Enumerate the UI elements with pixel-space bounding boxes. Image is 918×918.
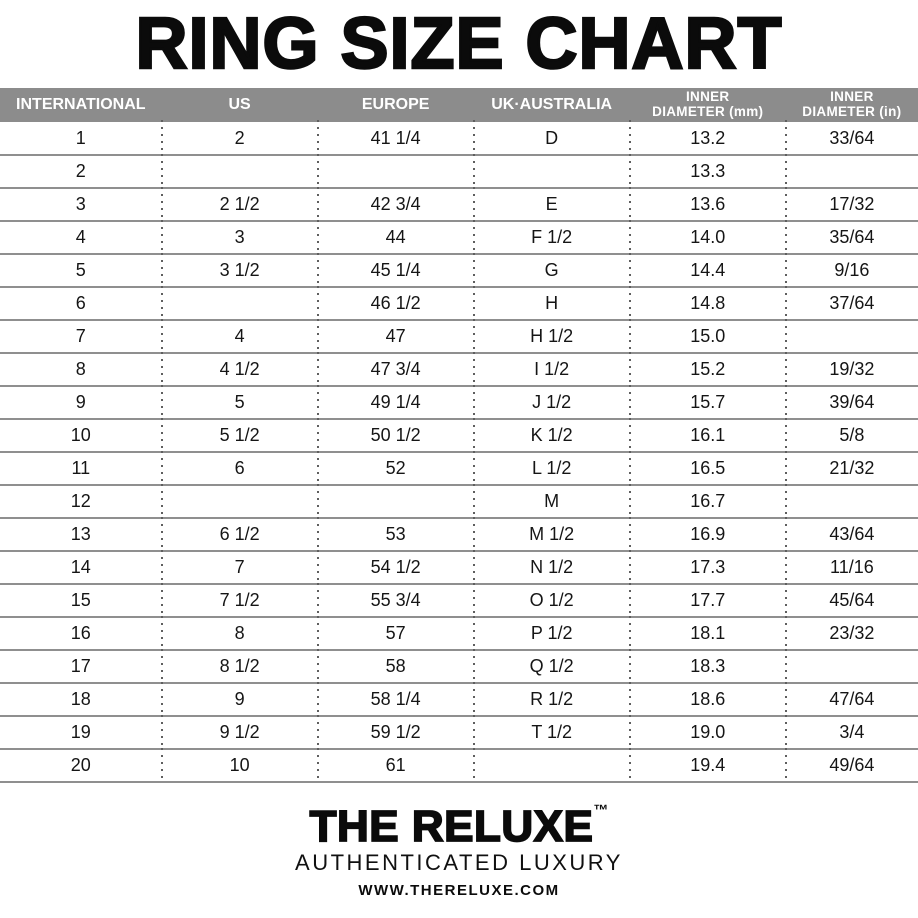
cell-inner-diameter-in: 43/64 (786, 518, 918, 551)
cell-uk-australia (474, 749, 630, 782)
cell-uk-australia: G (474, 254, 630, 287)
column-header-label: EUROPE (361, 95, 430, 113)
table-row (0, 287, 918, 320)
cell-inner-diameter-mm: 18.3 (630, 650, 786, 683)
cell-inner-diameter-in: 47/64 (786, 683, 918, 716)
cell-us (162, 485, 318, 518)
cell-europe: 59 1/2 (318, 716, 474, 749)
column-header-uk-australia (474, 88, 630, 122)
cell-us: 8 1/2 (162, 650, 318, 683)
column-header-europe (318, 88, 474, 122)
table-row (0, 221, 918, 254)
cell-us: 4 (162, 320, 318, 353)
cell-inner-diameter-in: 45/64 (786, 584, 918, 617)
cell-uk-australia: H 1/2 (474, 320, 630, 353)
column-header-international (0, 88, 162, 122)
table-header-row (0, 88, 918, 122)
cell-inner-diameter-mm: 15.2 (630, 353, 786, 386)
cell-inner-diameter-in: 33/64 (786, 122, 918, 155)
cell-us: 9 (162, 683, 318, 716)
cell-us: 2 (162, 122, 318, 155)
table-row (0, 254, 918, 287)
cell-inner-diameter-in: 9/16 (786, 254, 918, 287)
table-row (0, 650, 918, 683)
cell-international: 14 (0, 551, 162, 584)
cell-inner-diameter-in: 17/32 (786, 188, 918, 221)
cell-us: 5 (162, 386, 318, 419)
cell-uk-australia: L 1/2 (474, 452, 630, 485)
cell-uk-australia: E (474, 188, 630, 221)
cell-inner-diameter-in: 11/16 (786, 551, 918, 584)
ring-size-table (0, 88, 918, 783)
table-row (0, 353, 918, 386)
cell-inner-diameter-in: 21/32 (786, 452, 918, 485)
cell-us: 10 (162, 749, 318, 782)
cell-inner-diameter-in (786, 155, 918, 188)
cell-inner-diameter-mm: 16.1 (630, 419, 786, 452)
table-row (0, 617, 918, 650)
column-header-inner-diameter-in: INNER DIAMETER (in) (786, 88, 918, 122)
table-header (0, 88, 918, 122)
cell-europe: 52 (318, 452, 474, 485)
cell-us: 5 1/2 (162, 419, 318, 452)
cell-europe: 57 (318, 617, 474, 650)
brand-tagline: AUTHENTICATED LUXURY (295, 849, 623, 875)
cell-europe: 49 1/4 (318, 386, 474, 419)
cell-uk-australia: J 1/2 (474, 386, 630, 419)
table-row (0, 320, 918, 353)
cell-international: 16 (0, 617, 162, 650)
cell-uk-australia (474, 155, 630, 188)
cell-inner-diameter-mm: 13.6 (630, 188, 786, 221)
cell-uk-australia: F 1/2 (474, 221, 630, 254)
cell-inner-diameter-mm: 14.8 (630, 287, 786, 320)
cell-us: 7 1/2 (162, 584, 318, 617)
cell-europe: 45 1/4 (318, 254, 474, 287)
table-row (0, 419, 918, 452)
cell-us: 2 1/2 (162, 188, 318, 221)
cell-international: 20 (0, 749, 162, 782)
cell-international: 11 (0, 452, 162, 485)
cell-inner-diameter-mm: 16.5 (630, 452, 786, 485)
cell-international: 2 (0, 155, 162, 188)
cell-international: 10 (0, 419, 162, 452)
cell-us (162, 287, 318, 320)
cell-inner-diameter-in: 35/64 (786, 221, 918, 254)
table-row (0, 749, 918, 782)
cell-europe: 47 3/4 (318, 353, 474, 386)
cell-international: 9 (0, 386, 162, 419)
footer (0, 783, 918, 918)
cell-inner-diameter-mm: 13.2 (630, 122, 786, 155)
column-header-inner-diameter-mm: INNER DIAMETER (mm) (630, 88, 786, 122)
table-row (0, 188, 918, 221)
column-header-us (162, 88, 318, 122)
cell-inner-diameter-in: 49/64 (786, 749, 918, 782)
cell-uk-australia: Q 1/2 (474, 650, 630, 683)
table-row (0, 518, 918, 551)
cell-international: 5 (0, 254, 162, 287)
cell-inner-diameter-in: 39/64 (786, 386, 918, 419)
cell-inner-diameter-mm: 17.7 (630, 584, 786, 617)
column-header-label: INTERNATIONAL (16, 95, 146, 113)
cell-uk-australia: R 1/2 (474, 683, 630, 716)
table-body (0, 122, 918, 782)
cell-us: 9 1/2 (162, 716, 318, 749)
cell-us: 3 (162, 221, 318, 254)
cell-europe: 53 (318, 518, 474, 551)
table-row (0, 716, 918, 749)
table-row (0, 584, 918, 617)
cell-international: 18 (0, 683, 162, 716)
cell-inner-diameter-in: 3/4 (786, 716, 918, 749)
cell-europe: 50 1/2 (318, 419, 474, 452)
cell-uk-australia: N 1/2 (474, 551, 630, 584)
cell-inner-diameter-in (786, 650, 918, 683)
title-wrap (0, 0, 918, 88)
table-row (0, 452, 918, 485)
cell-europe: 54 1/2 (318, 551, 474, 584)
cell-us: 7 (162, 551, 318, 584)
column-header-label: UK·AUSTRALIA (491, 95, 613, 113)
cell-europe (318, 485, 474, 518)
cell-uk-australia: I 1/2 (474, 353, 630, 386)
cell-uk-australia: M (474, 485, 630, 518)
cell-europe: 46 1/2 (318, 287, 474, 320)
cell-europe: 58 1/4 (318, 683, 474, 716)
cell-uk-australia: M 1/2 (474, 518, 630, 551)
cell-us (162, 155, 318, 188)
cell-inner-diameter-in (786, 320, 918, 353)
cell-international: 4 (0, 221, 162, 254)
cell-inner-diameter-mm: 14.4 (630, 254, 786, 287)
cell-europe: 47 (318, 320, 474, 353)
cell-inner-diameter-mm: 16.7 (630, 485, 786, 518)
cell-europe: 61 (318, 749, 474, 782)
cell-inner-diameter-mm: 14.0 (630, 221, 786, 254)
brand-logo (309, 801, 609, 851)
cell-inner-diameter-in: 37/64 (786, 287, 918, 320)
cell-europe: 55 3/4 (318, 584, 474, 617)
cell-international: 7 (0, 320, 162, 353)
cell-international: 1 (0, 122, 162, 155)
cell-us: 3 1/2 (162, 254, 318, 287)
column-header-label: INNER (685, 88, 730, 104)
table-row (0, 386, 918, 419)
cell-us: 8 (162, 617, 318, 650)
cell-europe: 44 (318, 221, 474, 254)
page-title: RING SIZE CHART (135, 4, 783, 84)
cell-inner-diameter-in: 23/32 (786, 617, 918, 650)
cell-uk-australia: T 1/2 (474, 716, 630, 749)
cell-international: 3 (0, 188, 162, 221)
cell-uk-australia: O 1/2 (474, 584, 630, 617)
cell-uk-australia: K 1/2 (474, 419, 630, 452)
table-row (0, 683, 918, 716)
cell-inner-diameter-in: 5/8 (786, 419, 918, 452)
cell-inner-diameter-mm: 18.1 (630, 617, 786, 650)
table-row (0, 485, 918, 518)
cell-international: 19 (0, 716, 162, 749)
cell-international: 8 (0, 353, 162, 386)
cell-us: 6 (162, 452, 318, 485)
cell-inner-diameter-mm: 16.9 (630, 518, 786, 551)
cell-inner-diameter-mm: 15.0 (630, 320, 786, 353)
cell-international: 13 (0, 518, 162, 551)
table-row (0, 122, 918, 155)
cell-uk-australia: H (474, 287, 630, 320)
trademark-symbol: ™ (593, 801, 609, 819)
cell-inner-diameter-mm: 19.4 (630, 749, 786, 782)
cell-inner-diameter-in (786, 485, 918, 518)
cell-inner-diameter-mm: 17.3 (630, 551, 786, 584)
cell-inner-diameter-mm: 18.6 (630, 683, 786, 716)
cell-uk-australia: P 1/2 (474, 617, 630, 650)
cell-international: 17 (0, 650, 162, 683)
brand-website: WWW.THERELUXE.COM (358, 881, 560, 899)
cell-europe: 42 3/4 (318, 188, 474, 221)
column-header-label: INNER (830, 88, 874, 104)
cell-us: 4 1/2 (162, 353, 318, 386)
cell-international: 6 (0, 287, 162, 320)
cell-inner-diameter-mm: 15.7 (630, 386, 786, 419)
cell-international: 15 (0, 584, 162, 617)
cell-europe: 41 1/4 (318, 122, 474, 155)
table-row (0, 155, 918, 188)
cell-inner-diameter-mm: 13.3 (630, 155, 786, 188)
cell-us: 6 1/2 (162, 518, 318, 551)
column-header-label: US (228, 95, 251, 113)
table-row (0, 551, 918, 584)
cell-europe (318, 155, 474, 188)
cell-inner-diameter-mm: 19.0 (630, 716, 786, 749)
cell-europe: 58 (318, 650, 474, 683)
cell-uk-australia: D (474, 122, 630, 155)
cell-inner-diameter-in: 19/32 (786, 353, 918, 386)
brand-name: THE RELUXE (309, 801, 594, 851)
cell-international: 12 (0, 485, 162, 518)
